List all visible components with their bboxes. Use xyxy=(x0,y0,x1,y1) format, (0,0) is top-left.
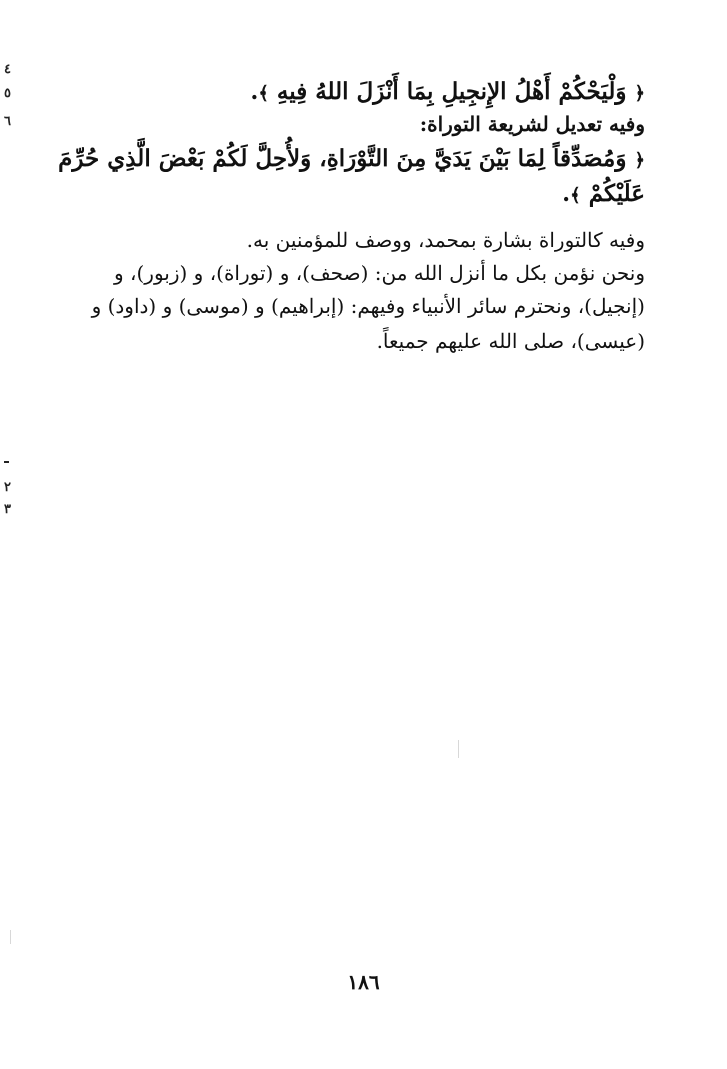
scan-artifact xyxy=(10,930,11,944)
margin-mark: ٤ xyxy=(4,62,11,77)
margin-mark: ٣ xyxy=(4,502,11,517)
verse-text: عَلَيْكُمْ xyxy=(588,180,645,207)
verse-text: وَمُصَدِّقاً لِمَا بَيْنَ يَدَيَّ مِنَ التَّوْرَاةِ، وَلأُحِلَّ لَكُمْ بَعْضَ الَّذِي حُرِّمَ xyxy=(58,145,627,172)
quran-verse-line xyxy=(562,178,645,212)
margin-dash xyxy=(4,461,9,463)
text-line: ونحن نؤمن بكل ما أنزل الله من: (صحف)، و (توراة)، و (زبور)، و xyxy=(114,261,645,285)
quran-verse-line xyxy=(250,76,645,110)
verse-open-bracket: ﴿ xyxy=(634,83,645,104)
verse-text: وَلْيَحْكُمْ أَهْلُ الإِنجِيلِ بِمَا أَنْزَلَ اللهُ فِيهِ xyxy=(276,78,627,105)
quran-verse-line xyxy=(58,143,645,177)
scan-artifact xyxy=(458,740,459,758)
line-end-period: . xyxy=(562,180,571,207)
margin-mark: ٢ xyxy=(4,480,11,495)
text-line: (إنجيل)، ونحترم سائر الأنبياء وفيهم: (إبراهيم) و (موسى) و (داود) و xyxy=(91,294,645,318)
line-end-period: . xyxy=(250,78,259,105)
verse-close-bracket: ﴾ xyxy=(570,185,581,206)
text-line: (عيسى)، صلى الله عليهم جميعاً. xyxy=(376,329,645,353)
verse-open-bracket: ﴿ xyxy=(634,150,645,171)
text-line: وفيه تعديل لشريعة التوراة: xyxy=(419,112,645,136)
verse-close-bracket: ﴾ xyxy=(258,83,269,104)
text-line: وفيه كالتوراة بشارة بمحمد، ووصف للمؤمنين به. xyxy=(246,228,645,252)
page-number: ١٨٦ xyxy=(347,970,380,994)
margin-mark: ٦ xyxy=(4,114,11,129)
margin-mark: ٥ xyxy=(4,86,11,101)
